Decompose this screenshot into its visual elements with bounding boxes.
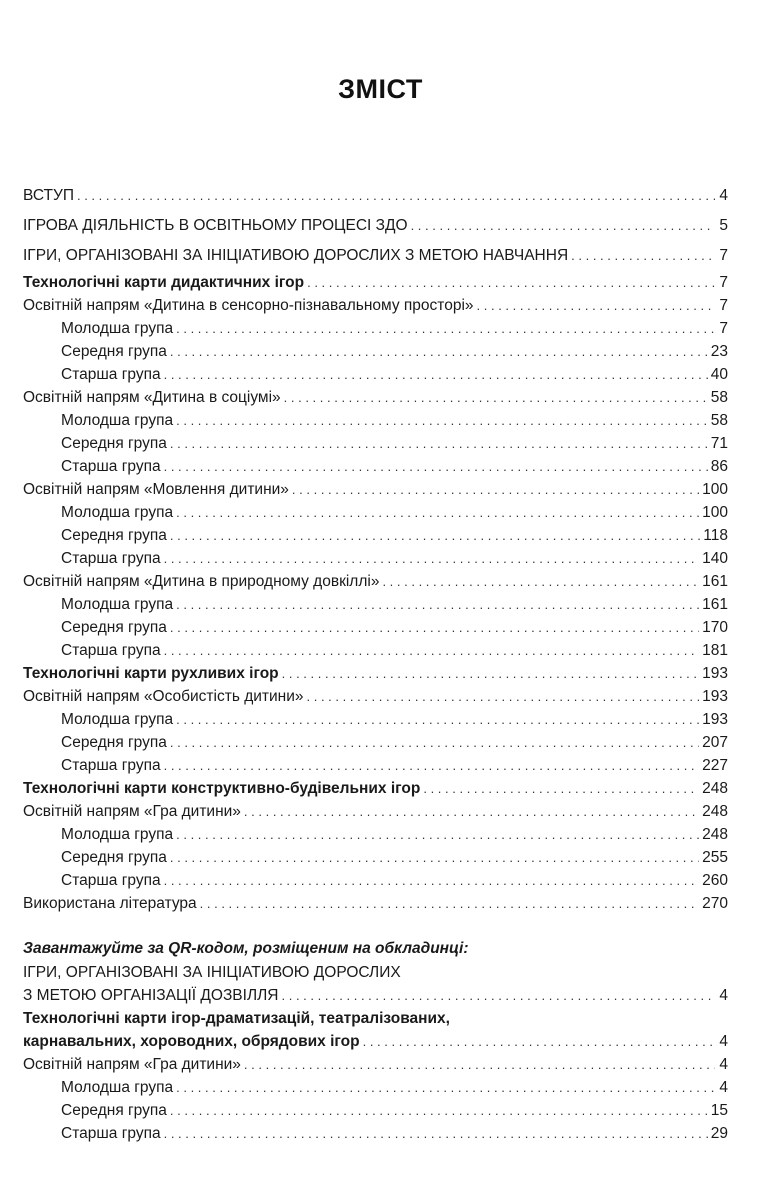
toc-entry-label: Освітній напрям «Особистість дитини» (23, 688, 304, 705)
toc-entry (23, 1053, 728, 1076)
toc-entry-label: Старша група (61, 872, 161, 889)
toc-entry (23, 846, 728, 869)
toc-entry-label: ІГРИ, ОРГАНІЗОВАНІ ЗА ІНІЦІАТИВОЮ ДОРОСЛИХ З МЕТОЮ НАВЧАННЯ (23, 247, 569, 264)
toc-entry (23, 708, 728, 731)
toc-entry (23, 731, 728, 754)
toc-entry (23, 869, 728, 892)
extra-cards-title-line1: Технологічні карти ігор-драматизацій, театралізованих, (23, 1010, 450, 1027)
toc-entry (23, 524, 728, 547)
extra-cards-title-line2: карнавальних, хороводних, обрядових ігор (23, 1033, 360, 1050)
toc-leader-dots (176, 593, 699, 616)
toc-entry-page: 71 (710, 435, 728, 452)
extra-section-title-line1: ІГРИ, ОРГАНІЗОВАНІ ЗА ІНІЦІАТИВОЮ ДОРОСЛИХ (23, 964, 401, 981)
toc-entry-page: 181 (702, 642, 728, 659)
toc-entry (23, 1099, 728, 1122)
toc-entry (23, 639, 728, 662)
toc-entry-label: Освітній напрям «Дитина в природному довкіллі» (23, 573, 380, 590)
toc-leader-dots (164, 1122, 708, 1145)
toc-entry-page: 270 (702, 895, 728, 912)
toc-leader-dots (423, 777, 699, 800)
toc-entry (23, 823, 728, 846)
toc-entry-label: Освітній напрям «Мовлення дитини» (23, 481, 289, 498)
extra-section-title-line2: З МЕТОЮ ОРГАНІЗАЦІЇ ДОЗВІЛЛЯ (23, 987, 279, 1004)
toc-leader-dots (170, 616, 699, 639)
toc-entry (23, 547, 728, 570)
toc-entry-page: 140 (702, 550, 728, 567)
toc-entry-label: Середня група (61, 343, 167, 360)
toc-leader-dots (170, 432, 708, 455)
toc-entry-label: Молодша група (61, 711, 174, 728)
toc-entry-page: 100 (702, 504, 728, 521)
toc-entry-label: Освітній напрям «Дитина в соціумі» (23, 389, 281, 406)
toc-entry-label: Молодша група (61, 1079, 174, 1096)
toc-entry-page: 15 (710, 1102, 728, 1119)
toc-entry-label: Старша група (61, 550, 161, 567)
toc-entry-label: Старша група (61, 642, 161, 659)
toc-entry (23, 1122, 728, 1145)
toc-entry-page: 227 (702, 757, 728, 774)
toc-leader-dots (200, 892, 699, 915)
toc-entry-page: 161 (702, 573, 728, 590)
toc-entry (23, 800, 728, 823)
toc-leader-dots (170, 846, 699, 869)
toc-entry-page: 248 (702, 780, 728, 797)
toc-entry-page: 29 (710, 1125, 728, 1142)
toc-entry-page: 207 (702, 734, 728, 751)
toc-entry-page: 193 (702, 665, 728, 682)
toc-entry-page: 7 (719, 297, 728, 314)
toc-entry (23, 892, 728, 915)
toc-entry-page: 118 (703, 527, 728, 544)
toc-leader-dots (292, 478, 699, 501)
toc-leader-dots (164, 455, 708, 478)
toc-entry-page: 193 (702, 711, 728, 728)
toc-entry-page: 4 (719, 987, 728, 1004)
toc-entry-label: Використана література (23, 895, 197, 912)
toc-entry (23, 616, 728, 639)
toc-entry-label: Технологічні карти рухливих ігор (23, 665, 279, 682)
toc-entry-label: Старша група (61, 458, 161, 475)
toc-entry-page: 255 (702, 849, 728, 866)
toc-leader-dots (170, 1099, 708, 1122)
toc-entry-label: ВСТУП (23, 187, 74, 204)
toc-entry-page: 7 (719, 274, 728, 291)
toc-entry-label: Освітній напрям «Гра дитини» (23, 1056, 241, 1073)
toc-entry-label: Технологічні карти конструктивно-будівельних ігор (23, 780, 421, 797)
download-note: Завантажуйте за QR-кодом, розміщеним на обкладинці: (23, 940, 469, 957)
toc-entry (23, 685, 728, 708)
toc-entry-label: Молодша група (61, 596, 174, 613)
toc-leader-dots (382, 570, 699, 593)
toc-entry-label: Середня група (61, 849, 167, 866)
toc-leader-dots (176, 823, 699, 846)
toc-entry-page: 193 (702, 688, 728, 705)
toc-entry-label: Середня група (61, 527, 167, 544)
toc-entry (23, 294, 728, 317)
toc-entry (23, 317, 728, 340)
toc-entry-label: Середня група (61, 619, 167, 636)
toc-entry-label: Молодша група (61, 504, 174, 521)
toc-leader-dots (170, 731, 699, 754)
toc-entry (23, 211, 728, 241)
toc-entry (23, 662, 728, 685)
toc-leader-dots (170, 340, 708, 363)
toc-leader-dots (176, 1076, 715, 1099)
toc-entry-page: 248 (702, 826, 728, 843)
toc-entry-label: Освітній напрям «Дитина в сенсорно-пізнавальному просторі» (23, 297, 474, 314)
toc-entry-label: Старша група (61, 757, 161, 774)
toc-entry (23, 363, 728, 386)
toc-entry (23, 593, 728, 616)
toc-leader-dots (244, 800, 699, 823)
toc-entry (23, 1076, 728, 1099)
page-title: ЗМІСТ (338, 74, 423, 104)
toc-entry (23, 181, 728, 211)
toc-leader-dots (477, 294, 715, 317)
toc-entry (23, 501, 728, 524)
toc-leader-dots (164, 363, 708, 386)
toc-entry-page: 248 (702, 803, 728, 820)
toc-leader-dots (176, 317, 715, 340)
toc-leader-dots (307, 685, 700, 708)
toc-entry-page: 161 (702, 596, 728, 613)
toc-entry (23, 241, 728, 271)
toc-leader-dots (176, 409, 708, 432)
toc-leader-dots (164, 639, 700, 662)
table-of-contents (23, 181, 728, 1145)
toc-entry-page: 86 (710, 458, 728, 475)
toc-entry-page: 7 (719, 247, 728, 264)
toc-entry-page: 58 (710, 412, 728, 429)
toc-leader-dots (411, 211, 715, 241)
toc-entry (23, 409, 728, 432)
toc-leader-dots (164, 754, 700, 777)
toc-leader-dots (244, 1053, 715, 1076)
toc-entry (23, 271, 728, 294)
toc-entry-label: Середня група (61, 1102, 167, 1119)
toc-entry (23, 432, 728, 455)
toc-entry-page: 58 (710, 389, 728, 406)
toc-entry (23, 1030, 728, 1053)
toc-entry-page: 40 (710, 366, 728, 383)
toc-leader-dots (284, 386, 708, 409)
toc-entry-label: Середня група (61, 435, 167, 452)
toc-entry-page: 7 (719, 320, 728, 337)
toc-entry-label: Старша група (61, 366, 161, 383)
toc-entry-label: ІГРОВА ДІЯЛЬНІСТЬ В ОСВІТНЬОМУ ПРОЦЕСІ ЗДО (23, 217, 408, 234)
toc-leader-dots (571, 241, 715, 271)
toc-leader-dots (164, 869, 700, 892)
toc-entry-label: Освітній напрям «Гра дитини» (23, 803, 241, 820)
toc-entry (23, 754, 728, 777)
toc-entry-page: 100 (702, 481, 728, 498)
toc-entry-page: 4 (719, 1079, 728, 1096)
toc-entry (23, 984, 728, 1007)
toc-entry (23, 777, 728, 800)
toc-entry-page: 4 (719, 1056, 728, 1073)
toc-leader-dots (282, 662, 699, 685)
toc-entry (23, 386, 728, 409)
toc-entry-label: Молодша група (61, 412, 174, 429)
toc-entry-page: 23 (710, 343, 728, 360)
toc-entry-page: 4 (719, 187, 728, 204)
toc-entry-label: Середня група (61, 734, 167, 751)
toc-entry (23, 478, 728, 501)
toc-entry (23, 455, 728, 478)
toc-leader-dots (77, 181, 715, 211)
toc-entry-page: 260 (702, 872, 728, 889)
toc-entry-label: Технологічні карти дидактичних ігор (23, 274, 305, 291)
toc-entry-page: 4 (719, 1033, 728, 1050)
toc-leader-dots (363, 1030, 715, 1053)
toc-leader-dots (170, 524, 700, 547)
toc-leader-dots (176, 708, 699, 731)
toc-entry (23, 340, 728, 363)
toc-entry-label: Молодша група (61, 826, 174, 843)
toc-entry-label: Старша група (61, 1125, 161, 1142)
toc-entry-page: 170 (702, 619, 728, 636)
toc-leader-dots (282, 984, 716, 1007)
toc-entry-page: 5 (719, 217, 728, 234)
toc-leader-dots (164, 547, 700, 570)
toc-entry (23, 570, 728, 593)
toc-leader-dots (176, 501, 699, 524)
toc-leader-dots (307, 271, 715, 294)
toc-entry-label: Молодша група (61, 320, 174, 337)
